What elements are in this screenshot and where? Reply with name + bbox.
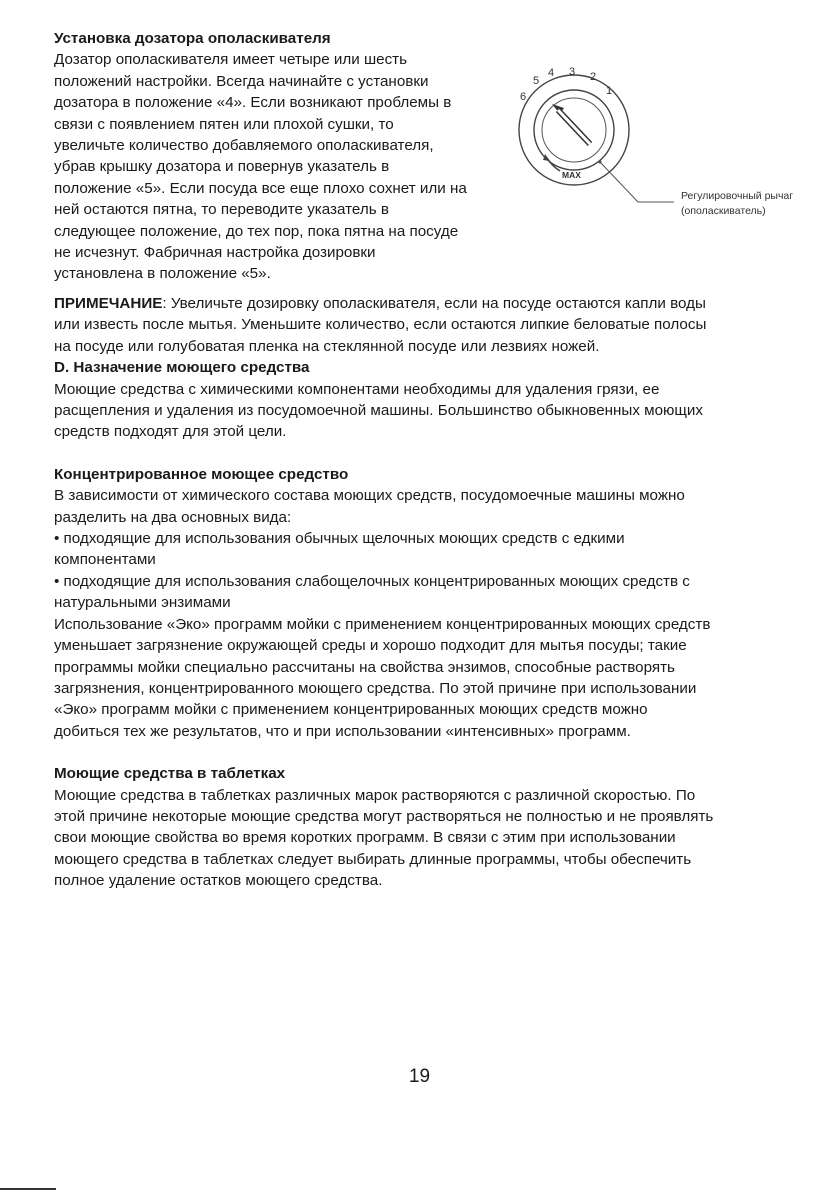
dial-number: 1: [606, 85, 613, 97]
rinse-line: следующее положение, до тех пор, пока пятна на посуде: [54, 222, 459, 240]
tablets-section: [54, 763, 770, 891]
detergent-section: [54, 357, 770, 443]
rinse-line: убрав крышку дозатора и повернув указатель в: [54, 158, 390, 176]
concentrated-line: разделить на два основных вида:: [54, 508, 292, 526]
rinse-line: установлена в положение «5».: [54, 265, 271, 283]
detergent-line: средств подходят для этой цели.: [54, 423, 287, 441]
concentrated-heading: Концентрированное моющее средство: [54, 465, 349, 483]
concentrated-bullet: • подходящие для использования слабощелочных концентрированных моющих средств с: [54, 572, 690, 590]
manual-page: [54, 28, 794, 892]
spacer: [54, 443, 770, 464]
detergent-line: Моющие средства с химическими компонентами необходимы для удаления грязи, ее: [54, 380, 660, 398]
concentrated-line: загрязнения, концентрированного моющего средства. По этой причине при использовании: [54, 679, 697, 697]
tablets-line: Моющие средства в таблетках различных марок растворяются с различной скоростью. По: [54, 786, 696, 804]
rinse-line: ней остаются пятна, то переводите указатель в: [54, 201, 389, 219]
rinse-line: положение «5». Если посуда все еще плохо сохнет или на: [54, 179, 467, 197]
bottom-edge-mark: [0, 1188, 56, 1190]
note-block: [54, 293, 770, 357]
tablets-line: полное удаление остатков моющего средства.: [54, 872, 383, 890]
tablets-line: свои моющие свойства во время коротких программ. В связи с этим при использовании: [54, 829, 676, 847]
dial-number: 2: [590, 71, 597, 83]
rinse-aid-heading: Установка дозатора ополаскивателя: [54, 30, 331, 47]
rinse-line: Дозатор ополаскивателя имеет четыре или шесть: [54, 51, 408, 69]
dial-number: 4: [548, 67, 555, 79]
concentrated-bullet: • подходящие для использования обычных щелочных моющих средств с едкими: [54, 530, 625, 548]
detergent-line: расщепления и удаления из посудомоечной машины. Большинство обыкновенных моющих: [54, 402, 703, 420]
rinse-line: увеличьте количество добавляемого ополаскивателя,: [54, 137, 434, 155]
max-arrowhead-icon: [543, 154, 550, 161]
concentrated-line: уменьшает загрязнение окружающей среды и хорошо подходит для мытья посуды; такие: [54, 637, 687, 655]
rinse-aid-dial-figure: [514, 66, 794, 230]
spacer: [54, 742, 770, 763]
rinse-aid-section: [54, 28, 794, 293]
concentrated-section: [54, 464, 770, 742]
tablets-heading: Моющие средства в таблетках: [54, 765, 286, 783]
max-label: MAX: [562, 170, 581, 180]
note-line: [54, 293, 770, 314]
rinse-line: не исчезнут. Фабричная настройка дозировки: [54, 244, 376, 262]
tablets-line: этой причине некоторые моющие средства могут растворяться не полностью и не проявлять: [54, 807, 714, 825]
callout-leader-line: [600, 162, 674, 202]
rinse-line: дозатора в положение «4». Если возникают проблемы в: [54, 94, 452, 112]
concentrated-line: Использование «Эко» программ мойки с применением концентрированных моющих средств: [54, 615, 711, 633]
concentrated-line: натуральными энзимами: [54, 594, 231, 612]
tablets-line: моющего средства в таблетках следует выбирать длинные программы, чтобы обеспечить: [54, 850, 692, 868]
concentrated-line: добиться тех же результатов, что и при использовании «интенсивных» программ.: [54, 722, 631, 740]
concentrated-line: программы мойки специально рассчитаны на свойства энзимов, способные растворять: [54, 658, 675, 676]
concentrated-line: В зависимости от химического состава моющих средств, посудомоечные машины можно: [54, 487, 685, 505]
note-line: на посуде или голубоватая пленка на стеклянной посуде или лезвиях ножей.: [54, 337, 600, 355]
callout-dot: [598, 160, 601, 163]
page-number: 19: [408, 1066, 431, 1087]
callout-label-line1: Регулировочный рычаг: [681, 190, 794, 202]
dial-lever-icon: [552, 104, 590, 144]
rinse-line: связи с появлением пятен или плохой сушки, то: [54, 115, 394, 133]
dial-number: 5: [533, 75, 540, 87]
concentrated-line: компонентами: [54, 551, 156, 569]
concentrated-line: «Эко» программ мойки с применением концентрированных моющих средств можно: [54, 701, 648, 719]
detergent-heading: D. Назначение моющего средства: [54, 359, 310, 377]
note-text: : Увеличьте дозировку ополаскивателя, если на посуде остаются капли воды: [162, 295, 706, 312]
dial-number: 6: [520, 91, 527, 103]
note-label: ПРИМЕЧАНИЕ: [54, 295, 163, 312]
rinse-aid-text: [54, 28, 492, 285]
note-line: или известь после мытья. Уменьшите количество, если остаются липкие беловатые полосы: [54, 316, 707, 334]
rinse-line: положений настройки. Всегда начинайте с установки: [54, 72, 429, 90]
callout-label-line2: (ополаскиватель): [681, 205, 766, 217]
dial-number: 3: [569, 66, 576, 78]
